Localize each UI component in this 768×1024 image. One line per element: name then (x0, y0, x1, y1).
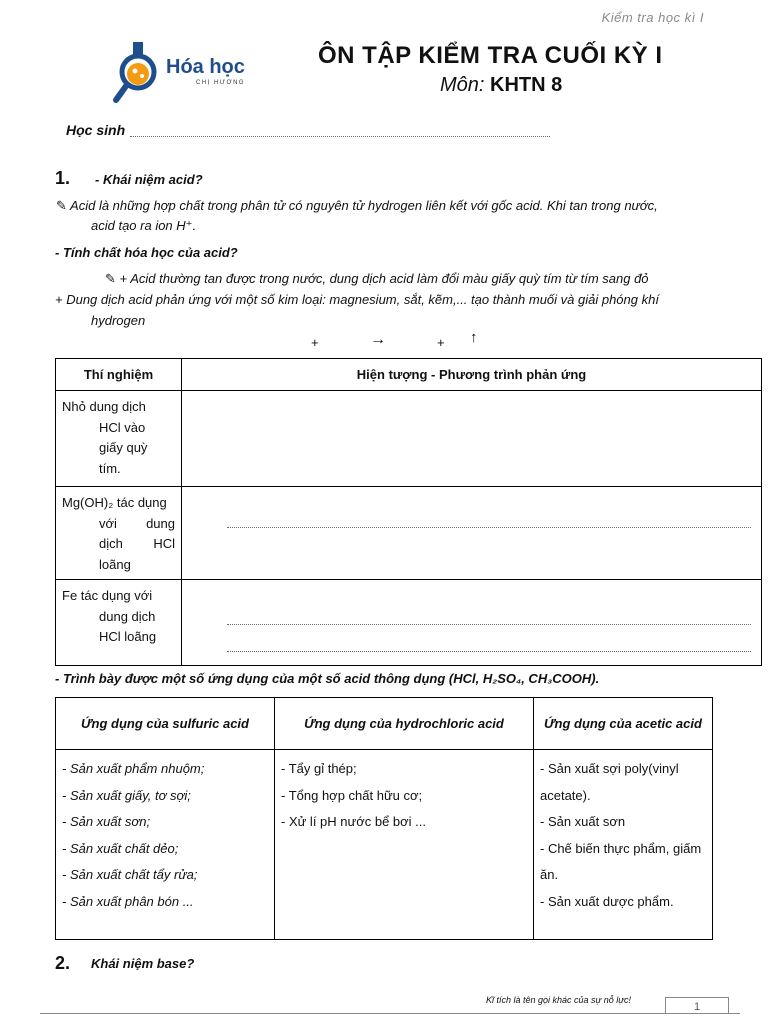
cell-line: HCl loãng (99, 629, 157, 644)
list-item: - Tổng hợp chất hữu cơ; (281, 787, 423, 803)
header-note: Kiểm tra học kì I (601, 10, 704, 25)
applications-heading: - Trình bày được một số ứng dụng của một số acid thông dụng (HCl, H₂SO₄, CH₃COOH). (55, 671, 600, 686)
subject-value: KHTN 8 (490, 74, 563, 96)
property-1-text: + Acid thường tan được trong nước, dung dịch acid làm đổi màu giấy quỳ tím từ tím sang đỏ (119, 271, 649, 286)
cell-line: dịch HCl (99, 536, 175, 551)
table-header: Thí nghiệm (56, 359, 182, 391)
equation-plus-1: + (311, 335, 319, 350)
table-cell (534, 750, 713, 940)
table-cell (56, 487, 182, 580)
logo-text: Hóa học (166, 56, 245, 78)
page-number: 1 (665, 997, 729, 1014)
list-item: - Xử lí pH nước bể bơi ... (281, 814, 426, 829)
list-item: - Sản xuất sợi poly(vinyl acetate). (540, 761, 679, 803)
table-cell (275, 750, 534, 940)
equation-arrow: → (370, 331, 386, 348)
table-header: Hiện tượng - Phương trình phản ứng (182, 359, 762, 391)
answer-cell[interactable] (182, 391, 762, 487)
equation-up-arrow: ↑ (470, 329, 478, 346)
answer-cell[interactable] (182, 580, 762, 666)
pencil-icon: ✎ (105, 271, 116, 286)
footer-divider (40, 1013, 740, 1014)
answer-line[interactable] (227, 624, 751, 625)
cell-line: tím. (99, 460, 121, 476)
equation-plus-2: + (437, 335, 445, 350)
properties-heading: - Tính chất hóa học của acid? (55, 245, 238, 260)
cell-line: HCl vào (99, 419, 146, 435)
cell-line: giấy quỳ (99, 440, 148, 455)
property-2-line-2: hydrogen (91, 313, 146, 328)
cell-line: Nhỏ dung dịch (62, 399, 146, 414)
cell-line: loãng (99, 556, 131, 572)
acid-definition-line-2: acid tạo ra ion H⁺. (91, 218, 197, 233)
list-item: - Tẩy gỉ thép; (281, 761, 357, 776)
list-item: - Sản xuất sơn (540, 814, 626, 829)
answer-line[interactable] (227, 527, 751, 528)
property-1 (105, 269, 745, 289)
answer-line[interactable] (227, 651, 751, 652)
subject-line (440, 74, 562, 97)
cell-line: với dung (99, 515, 175, 531)
table-header: Ứng dụng của hydrochloric acid (275, 698, 534, 750)
footer-note: Kĩ tích là tên gọi khác của sự nỗ lực! (486, 995, 631, 1005)
cell-line: Mg(OH)₂ tác dụng (62, 495, 167, 510)
list-item: - Sản xuất chất tẩy rửa; (62, 867, 198, 882)
table-header: Ứng dụng của acetic acid (534, 698, 713, 750)
applications-table (55, 697, 713, 940)
list-item: - Sản xuất chất dẻo; (62, 840, 179, 856)
table-cell (56, 580, 182, 666)
section-2-heading: Khái niệm base? (91, 956, 195, 971)
list-item: - Chế biến thực phẩm, giấm ăn. (540, 840, 702, 882)
acid-definition-line-1: Acid là những hợp chất trong phân tử có nguyên tử hydrogen liên kết với gốc acid. Khi tan trong nước, (70, 198, 658, 213)
page-title: ÔN TẬP KIỂM TRA CUỐI KỲ I (318, 42, 663, 69)
list-item: - Sản xuất giấy, tơ sợi; (62, 787, 191, 803)
student-name-field[interactable] (130, 124, 550, 137)
experiment-table (55, 358, 762, 666)
logo-subtext: CHỊ HƯƠNG (196, 80, 246, 86)
table-header: Ứng dụng của sulfuric acid (56, 698, 275, 750)
list-item: - Sản xuất phẩm nhuộm; (62, 761, 205, 776)
answer-cell[interactable] (182, 487, 762, 580)
section-1-heading: - Khái niệm acid? (95, 172, 203, 187)
table-cell (56, 750, 275, 940)
cell-line: Fe tác dụng với (62, 588, 153, 603)
acid-definition (56, 196, 736, 216)
section-2-number: 2. (55, 953, 71, 973)
list-item: - Sản xuất sơn; (62, 814, 151, 829)
list-item: - Sản xuất phân bón ... (62, 893, 194, 909)
list-item: - Sản xuất dược phẩm. (540, 893, 674, 909)
pencil-icon: ✎ (56, 198, 67, 213)
subject-label: Môn: (440, 74, 485, 96)
section-1-number: 1. (55, 168, 71, 188)
student-label: Học sinh (66, 122, 126, 138)
cell-line: dung dịch (99, 608, 156, 624)
table-cell (56, 391, 182, 487)
property-2-line-1: + Dung dịch acid phản ứng với một số kim loại: magnesium, sắt, kẽm,... tạo thành muối và giải phóng khí (55, 292, 659, 307)
